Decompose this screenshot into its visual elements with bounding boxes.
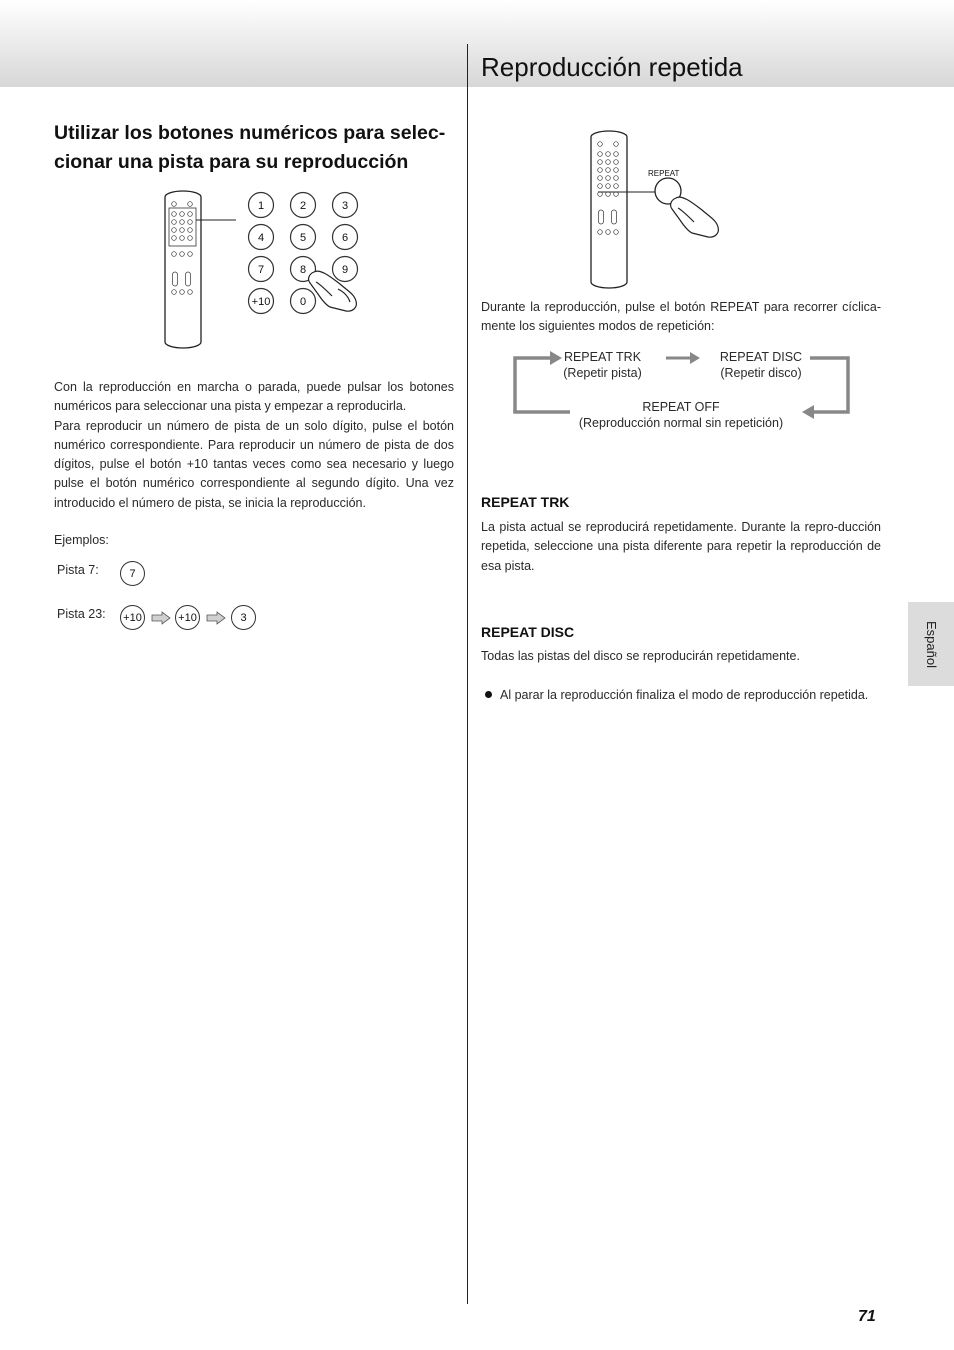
keypad-button-label: 9 (341, 264, 349, 276)
paragraph-1: Con la reproducción en marcha o parada, puede pulsar los botones numéricos para seleccionar una pista y empezar a reproducirla. (54, 380, 454, 414)
header-band (0, 0, 954, 87)
column-divider (467, 44, 468, 1304)
arrow-right-icon (151, 611, 171, 625)
page-title: Reproducción repetida (481, 52, 743, 82)
repeat-disc-heading: REPEAT DISC (481, 624, 575, 640)
example-1-button: 7 (120, 561, 145, 586)
cycle-trk (550, 349, 655, 381)
left-description (54, 378, 454, 513)
keypad-button-label: 8 (299, 264, 307, 276)
remote-repeat-illustration (586, 128, 726, 290)
example-1-label: Pista 7: (57, 563, 99, 577)
keypad-button-label: 5 (299, 232, 307, 244)
hand-pointer-icon (671, 197, 719, 237)
keypad-button-label: +10 (251, 296, 271, 308)
examples-label: Ejemplos: (54, 533, 109, 547)
repeat-trk-heading: REPEAT TRK (481, 494, 570, 510)
keypad-button-label: 3 (341, 200, 349, 212)
language-label: Español (923, 620, 939, 668)
repeat-cycle-diagram (510, 346, 855, 436)
keypad-button-label: 6 (341, 232, 349, 244)
cycle-trk-name: REPEAT TRK (563, 350, 642, 364)
keypad-button-label: 0 (299, 296, 307, 308)
example-2-label: Pista 23: (57, 607, 106, 621)
keypad-button-label: 4 (257, 232, 265, 244)
note (481, 686, 881, 705)
note-text: Al parar la reproducción finaliza el modo de reproducción repetida. (500, 688, 869, 702)
paragraph-2: Para reproducir un número de pista de un solo dígito, pulse el botón numérico correspondiente. Para reproducir un número de pista de dos dígitos, pulse el botón +10 tantas veces como sea necesario y luego pulse el botón numérico correspondiente al segundo dígito. Una vez introducido el número de pista, se inicia la reproducción. (54, 418, 454, 510)
example-2-button-3: 3 (231, 605, 256, 630)
cycle-trk-desc: (Repetir pista) (563, 366, 642, 380)
repeat-disc-text: Todas las pistas del disco se reproducirán repetidamente. (481, 649, 800, 663)
language-tab (908, 602, 954, 686)
keypad-button-label: 7 (257, 264, 265, 276)
example-2-button-1: +10 (120, 605, 145, 630)
cycle-disc (706, 349, 816, 381)
cycle-disc-desc: (Repetir disco) (720, 366, 802, 380)
repeat-trk-text: La pista actual se reproducirá repetidamente. Durante la repro-ducción repetida, seleccione una pista diferente para repetir la reproducción de esa pista. (481, 520, 881, 573)
keypad-button-label: 2 (299, 200, 307, 212)
repeat-button-label: REPEAT (648, 169, 680, 178)
bullet-icon (485, 691, 492, 698)
cycle-off-name: REPEAT OFF (642, 400, 720, 414)
section-title: Utilizar los botones numéricos para selec-cionar una pista para su reproducción (54, 122, 446, 173)
cycle-off-desc: (Reproducción normal sin repetición) (578, 416, 784, 430)
keypad-button-label: 1 (257, 200, 265, 212)
remote-keypad-illustration (150, 188, 370, 353)
cycle-disc-name: REPEAT DISC (719, 350, 803, 364)
page-number: 71 (858, 1308, 876, 1325)
arrow-right-icon (206, 611, 226, 625)
example-2-button-2: +10 (175, 605, 200, 630)
repeat-intro: Durante la reproducción, pulse el botón REPEAT para recorrer cíclica-mente los siguientes modos de repetición: (481, 300, 881, 334)
cycle-off (565, 399, 797, 431)
